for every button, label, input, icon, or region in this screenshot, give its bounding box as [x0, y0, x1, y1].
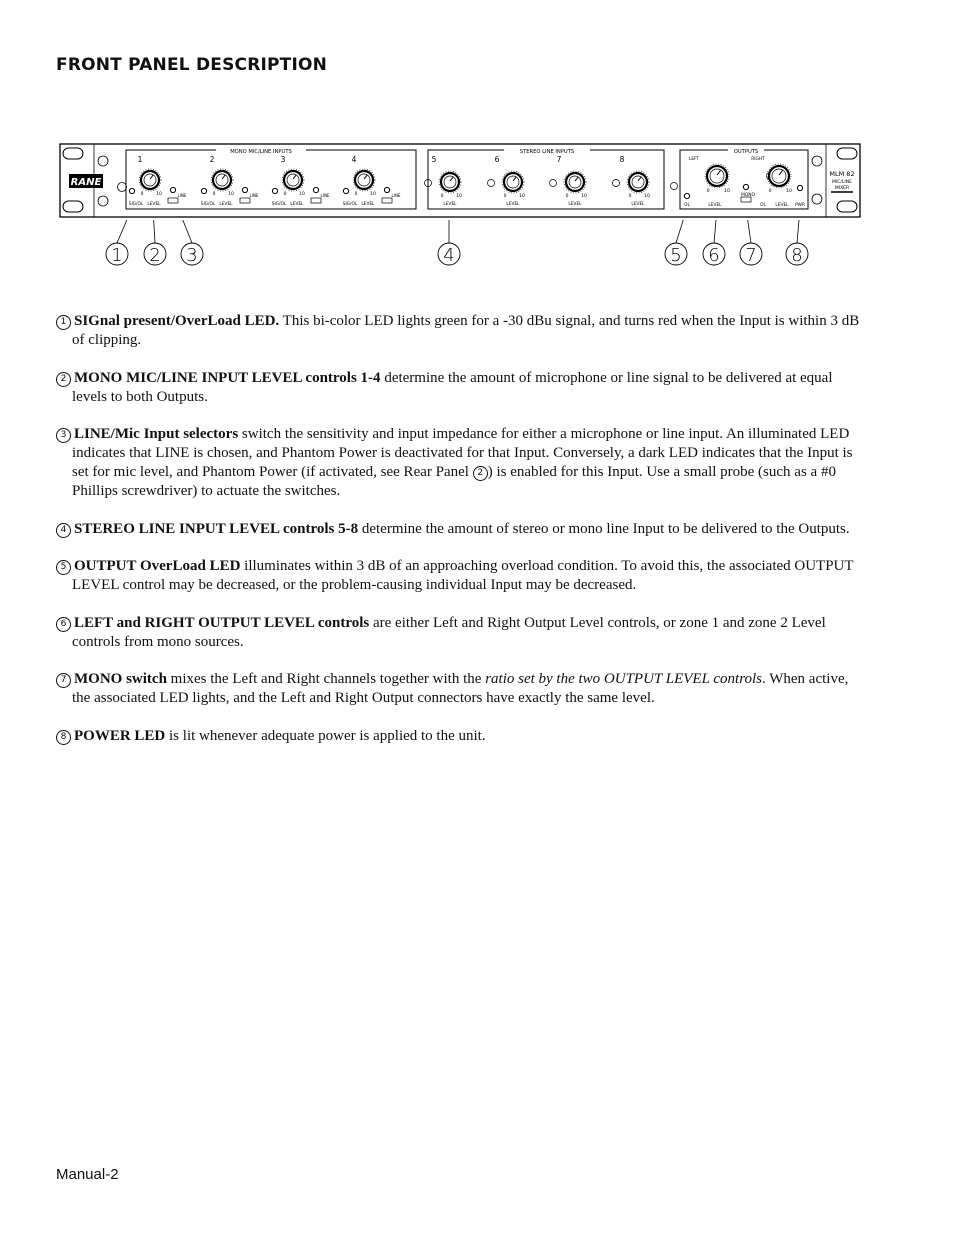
scale-max-label: 10 [456, 194, 462, 199]
channel-number: 8 [619, 155, 625, 164]
item-term: OUTPUT OverLoad LED [74, 558, 241, 574]
level-label: LEVEL [568, 202, 582, 207]
scale-min-label: 0 [283, 192, 287, 197]
scale-min-label: 0 [706, 189, 710, 194]
channel-number: 6 [494, 155, 500, 164]
item-text: illuminates within 3 dB of an approaching overload condition. To avoid this, the associated OUTPUT LEVEL control may be decreased, or the problem-causing individual Input may be decreased. [72, 558, 854, 593]
scale-min-label: 0 [440, 194, 444, 199]
scale-min-label: 0 [140, 192, 144, 197]
level-label: LEVEL [361, 202, 375, 207]
channel-number: 2 [209, 155, 215, 164]
page-title: FRONT PANEL DESCRIPTION [56, 55, 328, 75]
section-stereo-label: STEREO LINE INPUTS [519, 149, 575, 155]
scale-min-label: 0 [212, 192, 216, 197]
item-term: LEFT and RIGHT OUTPUT LEVEL controls [74, 614, 370, 631]
mono-label: MONO [741, 193, 755, 198]
model-sub-label: MIXER [834, 186, 850, 191]
level-label: LEVEL [506, 202, 520, 207]
callout-number: 5 [670, 245, 682, 266]
item-text: are either Left and Right Output Level controls, or zone 1 and zone 2 Level controls from mono sources. [72, 614, 826, 650]
item-term: POWER LED [74, 727, 166, 744]
item-number-badge: 2 [56, 372, 71, 387]
list-item [56, 312, 866, 350]
section-outputs-label: OUTPUTS [733, 149, 759, 155]
item-text: . When active, the associated LED lights, and the Left and Right Output connectors have exactly the same level. [72, 671, 849, 706]
callout-leader-line [153, 220, 155, 243]
item-italic-text: ratio set by the two OUTPUT LEVEL controls [485, 671, 763, 687]
power-label: PWR [795, 203, 805, 208]
list-item [56, 614, 866, 652]
item-number-badge: 6 [56, 617, 71, 632]
item-term: LINE/Mic Input selectors [74, 426, 239, 442]
scale-max-label: 10 [370, 192, 376, 197]
callout-number: 3 [186, 245, 198, 266]
item-number-badge: 4 [56, 523, 71, 538]
channel-number: 3 [280, 155, 286, 164]
left-label: LEFT [688, 157, 700, 162]
channel-number: 7 [556, 155, 562, 164]
scale-min-label: 0 [354, 192, 358, 197]
item-text: This bi-color LED lights green for a -30 dBu signal, and turns red when the Input is within 3 dB of clipping. [72, 313, 860, 348]
level-label: LEVEL [708, 203, 722, 208]
callout-leader-line [178, 220, 192, 243]
callout-number: 2 [149, 245, 161, 266]
level-label: LEVEL [290, 202, 304, 207]
list-item [56, 425, 866, 501]
list-item [56, 670, 866, 708]
scale-min-label: 0 [565, 194, 569, 199]
level-label: LEVEL [147, 202, 161, 207]
channel-number: 5 [431, 155, 437, 164]
item-text: ) is enabled for this Input. Use a small probe (such as a #0 Phillips screwdriver) to actuate the switches. [72, 464, 836, 499]
model-label: MLM 82 [829, 170, 855, 178]
item-text: determine the amount of stereo or mono line Input to be delivered to the Outputs. [358, 520, 850, 537]
list-item [56, 727, 866, 746]
scale-max-label: 10 [299, 192, 305, 197]
item-number-badge: 1 [56, 315, 71, 330]
callout-leader-line [714, 220, 717, 243]
front-panel-diagram [58, 140, 864, 220]
line-label: LINE [391, 193, 401, 198]
item-text: switch the sensitivity and input impedance for either a microphone or line input. An illuminated LED indicates that LINE is chosen, and Phantom Power is deactivated for that Input. Conversely, a dark LED indicates that the Input is set for mic level, and Phantom Power (if activated, see Rear Panel [72, 426, 853, 480]
callout-row [58, 220, 864, 280]
level-label: LEVEL [443, 202, 457, 207]
sig-ol-label: SIG/OL [271, 202, 287, 207]
scale-min-label: 0 [768, 189, 772, 194]
right-label: RIGHT [751, 157, 765, 162]
callout-leader-line [746, 220, 751, 243]
scale-min-label: 0 [628, 194, 632, 199]
list-item [56, 557, 866, 595]
callout-number: 1 [111, 245, 123, 266]
scale-max-label: 10 [786, 189, 792, 194]
callout-leader-line [676, 220, 687, 243]
sig-ol-label: SIG/OL [128, 202, 144, 207]
item-text: determine the amount of microphone or line signal to be delivered at equal levels to both Outputs. [72, 369, 833, 405]
item-text: is lit whenever adequate power is applied to the unit. [165, 727, 486, 744]
scale-max-label: 10 [644, 194, 650, 199]
scale-min-label: 0 [503, 194, 507, 199]
callout-number: 6 [708, 245, 720, 266]
line-label: LINE [249, 193, 259, 198]
sig-ol-label: SIG/OL [342, 202, 358, 207]
item-number-badge: 3 [56, 428, 71, 443]
item-term: SIGnal present/OverLoad LED. [74, 313, 280, 329]
model-sub-label: MIC/LINE [832, 180, 852, 185]
section-mono-label: MONO MIC/LINE INPUTS [230, 149, 292, 155]
scale-max-label: 10 [228, 192, 234, 197]
page-footer: Manual-2 [56, 1166, 119, 1183]
ol-label: OL [684, 203, 690, 208]
item-text: mixes the Left and Right channels together with the [166, 671, 486, 687]
item-number-badge: 8 [56, 730, 71, 745]
scale-max-label: 10 [519, 194, 525, 199]
callout-number: 4 [443, 245, 455, 266]
level-label: LEVEL [775, 203, 789, 208]
ol-label: OL [760, 203, 766, 208]
list-item [56, 520, 866, 539]
line-label: LINE [177, 193, 187, 198]
callout-leader-line [117, 220, 132, 243]
rear-panel-ref-badge: 2 [473, 466, 488, 481]
item-term: MONO switch [74, 671, 167, 687]
scale-max-label: 10 [156, 192, 162, 197]
channel-number: 1 [137, 155, 143, 164]
sig-ol-label: SIG/OL [200, 202, 216, 207]
item-term: STEREO LINE INPUT LEVEL controls 5-8 [74, 520, 359, 537]
brand-logo-text: RANE [70, 177, 102, 188]
level-label: LEVEL [219, 202, 233, 207]
item-number-badge: 5 [56, 560, 71, 575]
channel-number: 4 [351, 155, 357, 164]
description-list [56, 312, 866, 764]
item-number-badge: 7 [56, 673, 71, 688]
line-label: LINE [320, 193, 330, 198]
callout-number: 7 [745, 245, 757, 266]
item-term: MONO MIC/LINE INPUT LEVEL controls 1-4 [74, 369, 381, 386]
scale-max-label: 10 [724, 189, 730, 194]
scale-max-label: 10 [581, 194, 587, 199]
list-item [56, 369, 866, 407]
level-label: LEVEL [631, 202, 645, 207]
callout-leader-line [797, 220, 800, 243]
callout-number: 8 [791, 245, 803, 266]
